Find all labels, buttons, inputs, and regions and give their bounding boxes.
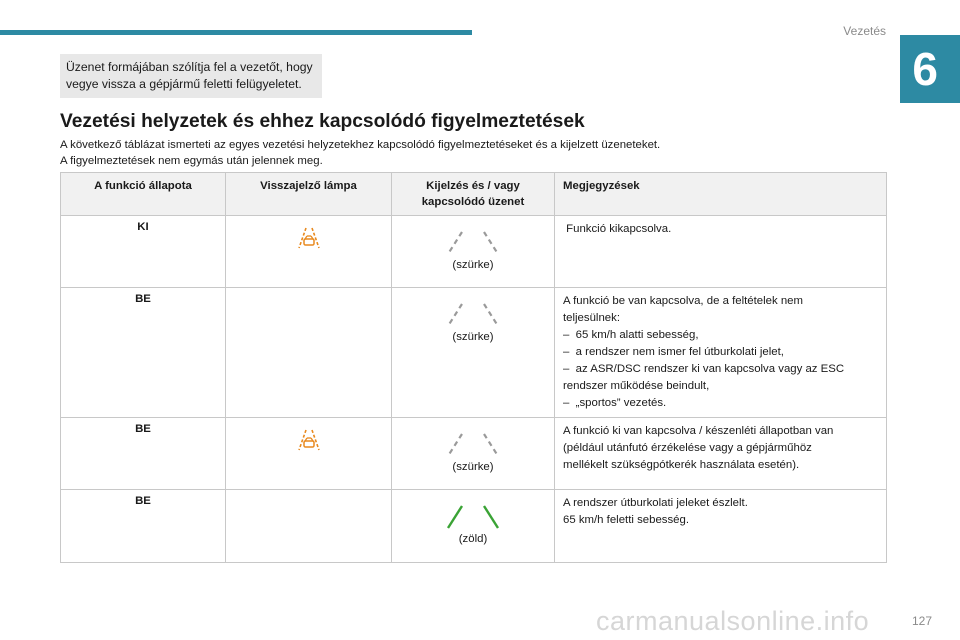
intro-line: A következő táblázat ismerteti az egyes vezetési helyzetekhez kapcsolódó figyelmeztetéseket és a kijelzett üzeneteket. — [60, 139, 661, 151]
remark-line: A funkció be van kapcsolva, de a feltételek nem — [563, 295, 803, 307]
header-cell-state: A funkció állapota — [61, 173, 226, 216]
remark-line: – a rendszer nem ismer fel útburkolati jelet, — [563, 346, 784, 358]
lamp-cell — [226, 490, 392, 563]
remark-line: mellékelt szükségpótkerék használata esetén). — [563, 459, 800, 471]
top-accent-bar — [0, 30, 472, 35]
header-cell-display: Kijelzés és / vagy kapcsolódó üzenet — [392, 173, 555, 216]
warnings-table — [60, 172, 887, 563]
table-row — [61, 490, 887, 563]
remarks-cell — [555, 418, 887, 490]
lamp-cell — [226, 418, 392, 490]
state-cell: BE — [61, 288, 226, 418]
page-number: 127 — [911, 614, 932, 628]
display-cell — [392, 490, 555, 563]
header-cell-lamp: Visszajelző lámpa — [226, 173, 392, 216]
display-label: (zöld) — [458, 533, 488, 545]
state-cell: KI — [61, 216, 226, 288]
table-row — [61, 216, 887, 288]
remark-line: A rendszer útburkolati jeleket észlelt. — [563, 497, 748, 509]
table-header-row — [61, 173, 887, 216]
header-section-title: Vezetés — [843, 24, 886, 38]
remarks-cell — [555, 288, 887, 418]
watermark: carmanualsonline.info — [596, 606, 870, 636]
remarks-cell — [555, 490, 887, 563]
section-title: Vezetési helyzetek és ehhez kapcsolódó figyelmeztetések — [60, 111, 585, 132]
note-box: Üzenet formájában szólítja fel a vezetőt, hogy vegye vissza a gépjármű feletti felügyeletet. — [60, 54, 322, 98]
table-row — [61, 288, 887, 418]
display-label: (szürke) — [452, 331, 494, 343]
display-cell — [392, 288, 555, 418]
remark-line: A funkció ki van kapcsolva / készenléti állapotban van — [563, 425, 834, 437]
display-cell — [392, 418, 555, 490]
display-cell — [392, 216, 555, 288]
lane-warning-amber-icon — [297, 429, 321, 451]
remark-line: teljesülnek: — [563, 312, 620, 324]
remark-line: – az ASR/DSC rendszer ki van kapcsolva vagy az ESC — [563, 363, 845, 375]
display-label: (szürke) — [452, 461, 494, 473]
remark-line: – „sportos” vezetés. — [563, 397, 667, 409]
lane-lines-grey-dashed-icon — [442, 433, 504, 457]
lamp-cell — [226, 288, 392, 418]
intro-line: A figyelmeztetések nem egymás után jelennek meg. — [60, 155, 323, 167]
lane-lines-grey-dashed-icon — [442, 231, 504, 255]
lane-warning-amber-icon — [297, 227, 321, 249]
lane-lines-grey-dashed-icon — [442, 303, 504, 327]
lane-lines-green-icon — [442, 505, 504, 529]
remark-line: (például utánfutó érzékelése vagy a gépjárműhöz — [563, 442, 812, 454]
state-cell: BE — [61, 418, 226, 490]
remark-line: 65 km/h feletti sebesség. — [563, 514, 689, 526]
header-cell-remarks: Megjegyzések — [555, 173, 887, 216]
chapter-number: 6 — [912, 43, 938, 95]
table-row — [61, 418, 887, 490]
remark-line: rendszer működése beindult, — [563, 380, 710, 392]
display-label: (szürke) — [452, 259, 494, 271]
remark-line: – 65 km/h alatti sebesség, — [563, 329, 699, 341]
intro-paragraph — [60, 137, 660, 169]
state-cell: BE — [61, 490, 226, 563]
remarks-cell — [555, 216, 887, 288]
remark-line: Funkció kikapcsolva. — [563, 223, 672, 235]
lamp-cell — [226, 216, 392, 288]
